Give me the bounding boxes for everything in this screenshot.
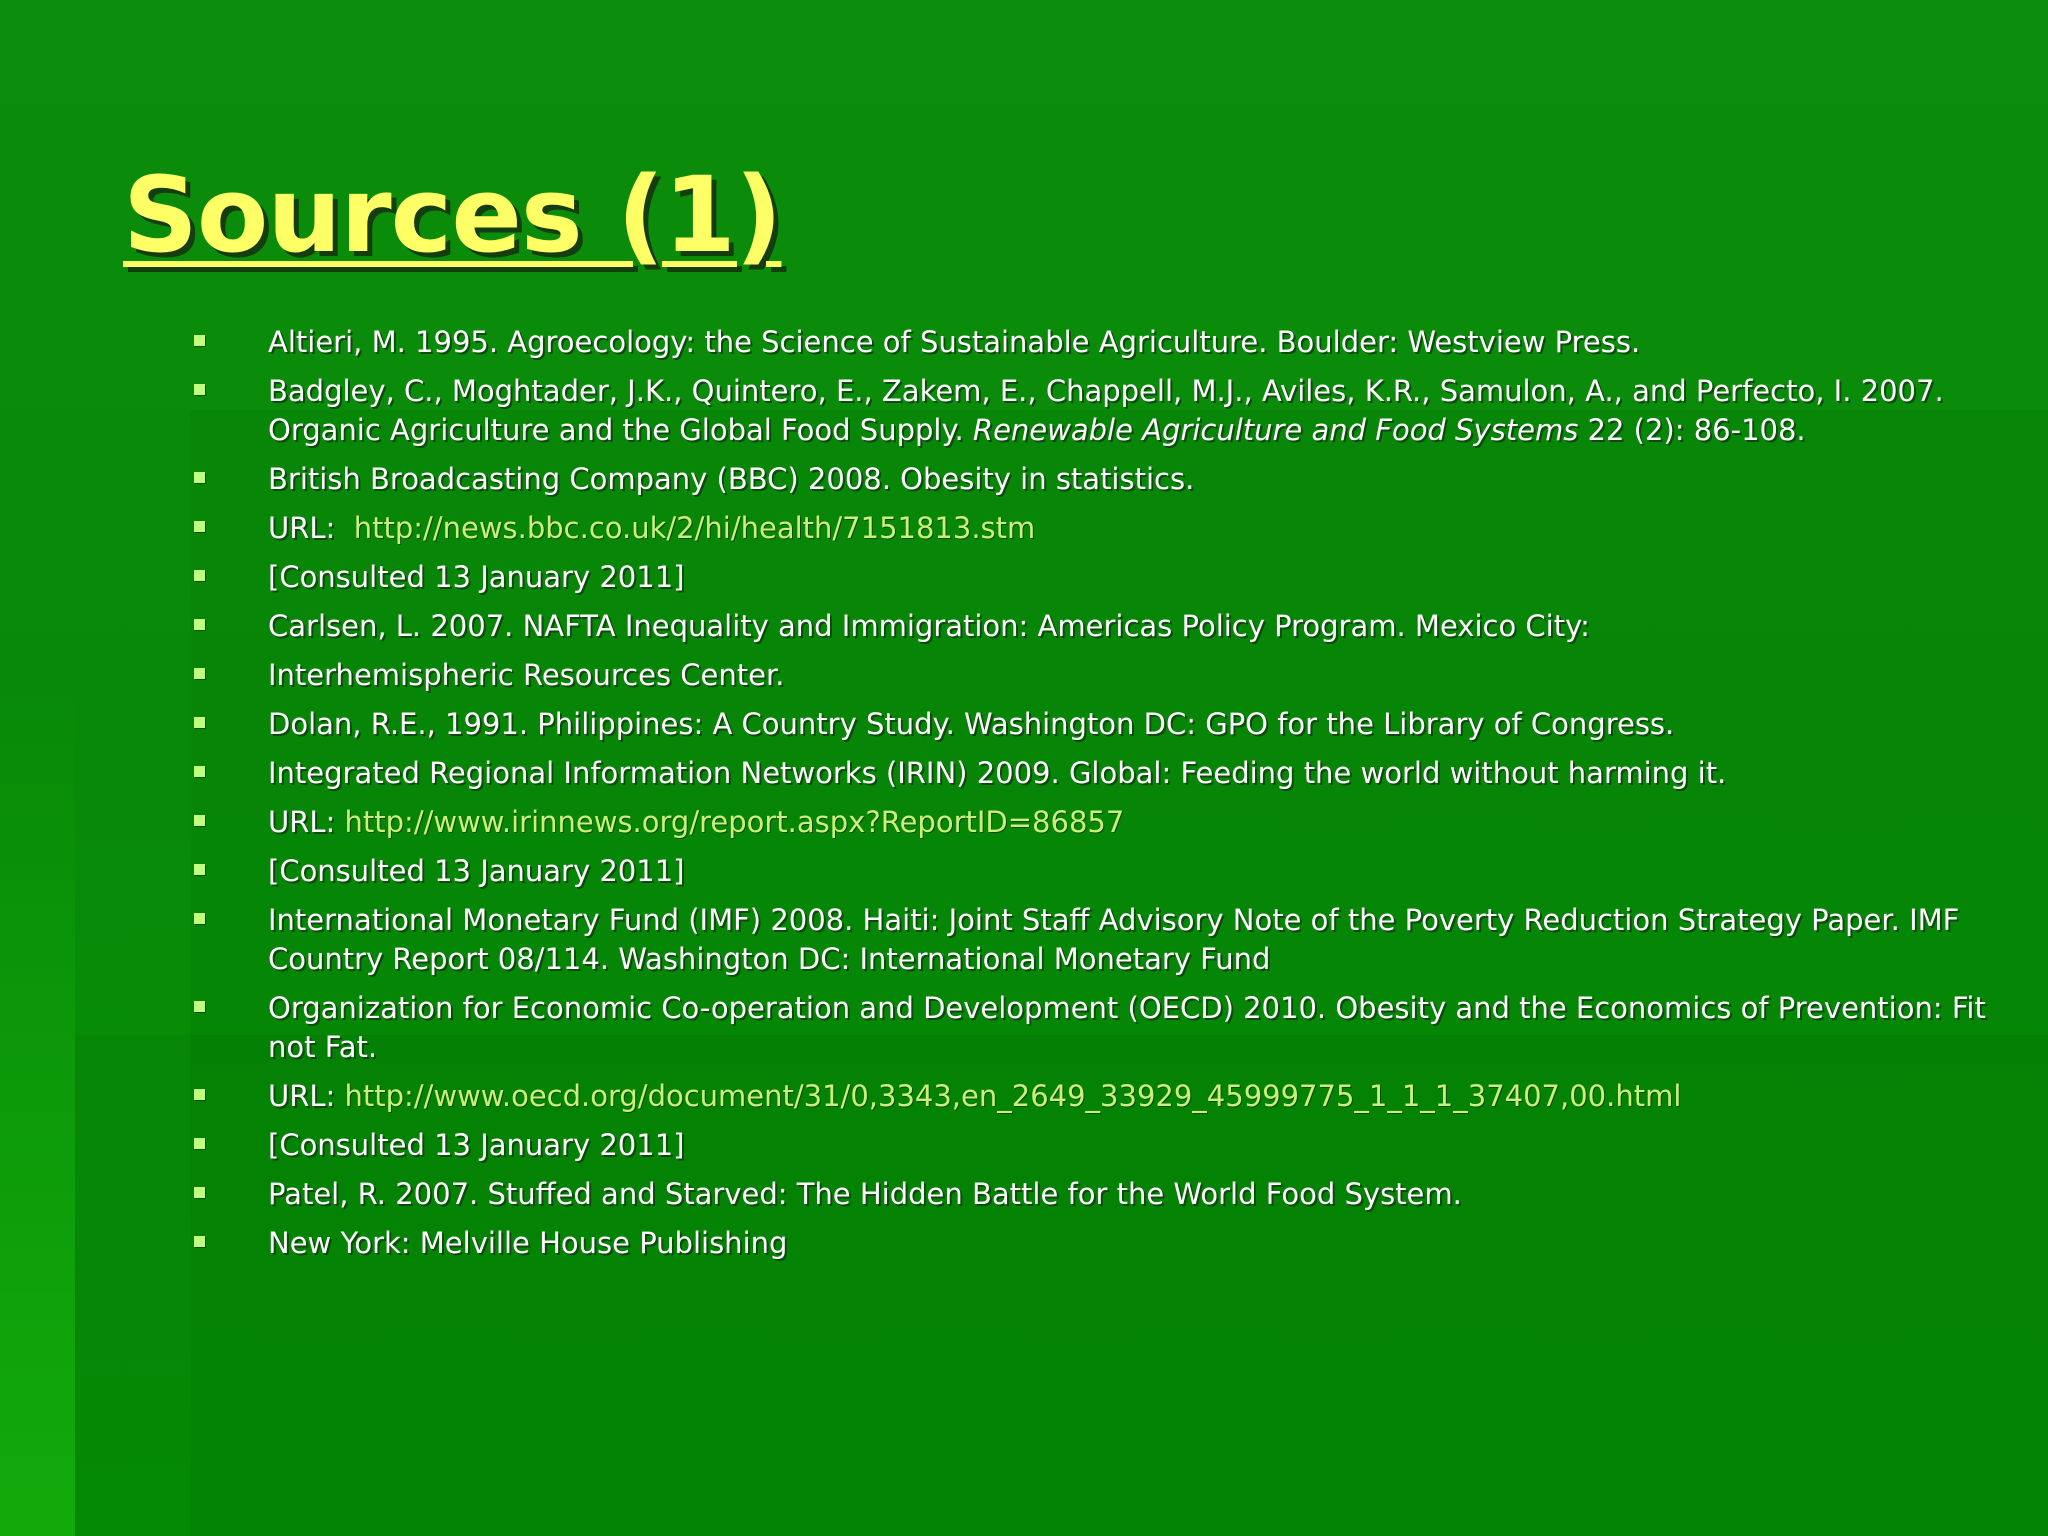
url-link[interactable]: http://www.oecd.org/document/31/0,3343,en_2649_33929_45999775_1_1_1_37407,00.html [344, 1079, 1682, 1113]
slide-title: Sources (1) [123, 154, 782, 276]
list-item [190, 509, 1990, 548]
bullet-icon [194, 668, 205, 679]
list-item [190, 372, 1990, 450]
list-item [190, 460, 1990, 499]
citation-text: [Consulted 13 January 2011] [268, 560, 685, 594]
citation-text: Interhemispheric Resources Center. [268, 658, 785, 692]
bullet-icon [194, 913, 205, 924]
bullet-icon [194, 384, 205, 395]
list-item [190, 989, 1990, 1067]
list-item [190, 323, 1990, 362]
citation-text: Dolan, R.E., 1991. Philippines: A Country Study. Washington DC: GPO for the Library of Congress. [268, 707, 1675, 741]
citation-text: Badgley, C., Moghtader, J.K., Quintero, E., Zakem, E., Chappell, M.J., Aviles, K.R., Samulon, A., and Perfecto, I. 2007. Organic Agriculture and the Global Food Supply. [268, 374, 1944, 447]
citation-text-end: 22 (2): 86-108. [1578, 413, 1806, 447]
bullet-icon [194, 1236, 205, 1247]
background-edge [0, 0, 75, 1536]
list-item [190, 901, 1990, 979]
list-item [190, 1126, 1990, 1165]
list-item [190, 1175, 1990, 1214]
list-item [190, 607, 1990, 646]
citation-text: [Consulted 13 January 2011] [268, 1128, 685, 1162]
citation-journal: Renewable Agriculture and Food Systems [972, 413, 1579, 447]
citation-text: British Broadcasting Company (BBC) 2008. Obesity in statistics. [268, 462, 1195, 496]
list-item [190, 705, 1990, 744]
citation-text: Organization for Economic Co-operation and Development (OECD) 2010. Obesity and the Economics of Prevention: Fit not Fat. [268, 991, 1986, 1064]
citation-text: International Monetary Fund (IMF) 2008. Haiti: Joint Staff Advisory Note of the Poverty Reduction Strategy Paper. IMF Country Report 08/114. Washington DC: International Monetary Fund [268, 903, 1960, 976]
citation-text: Altieri, M. 1995. Agroecology: the Science of Sustainable Agriculture. Boulder: Westview Press. [268, 325, 1641, 359]
bullet-icon [194, 472, 205, 483]
list-item [190, 558, 1990, 597]
citation-text: New York: Melville House Publishing [268, 1226, 788, 1260]
citation-text: Patel, R. 2007. Stuffed and Starved: The Hidden Battle for the World Food System. [268, 1177, 1462, 1211]
sources-list [190, 323, 1990, 1273]
list-item [190, 656, 1990, 695]
bullet-icon [194, 521, 205, 532]
bullet-icon [194, 619, 205, 630]
citation-text: Integrated Regional Information Networks (IRIN) 2009. Global: Feeding the world without harming it. [268, 756, 1727, 790]
bullet-icon [194, 717, 205, 728]
bullet-icon [194, 864, 205, 875]
bullet-icon [194, 1187, 205, 1198]
bullet-icon [194, 1089, 205, 1100]
bullet-icon [194, 570, 205, 581]
list-item [190, 1224, 1990, 1263]
bullet-icon [194, 1138, 205, 1149]
citation-text: Carlsen, L. 2007. NAFTA Inequality and Immigration: Americas Policy Program. Mexico City: [268, 609, 1590, 643]
url-link[interactable]: http://www.irinnews.org/report.aspx?ReportID=86857 [344, 805, 1125, 839]
bullet-icon [194, 1001, 205, 1012]
url-label: URL: [268, 511, 354, 545]
bullet-icon [194, 335, 205, 346]
citation-text: [Consulted 13 January 2011] [268, 854, 685, 888]
list-item [190, 1077, 1990, 1116]
list-item [190, 754, 1990, 793]
url-label: URL: [268, 805, 345, 839]
url-link[interactable]: http://news.bbc.co.uk/2/hi/health/7151813.stm [353, 511, 1036, 545]
list-item [190, 803, 1990, 842]
bullet-icon [194, 815, 205, 826]
url-label: URL: [268, 1079, 345, 1113]
list-item [190, 852, 1990, 891]
bullet-icon [194, 766, 205, 777]
